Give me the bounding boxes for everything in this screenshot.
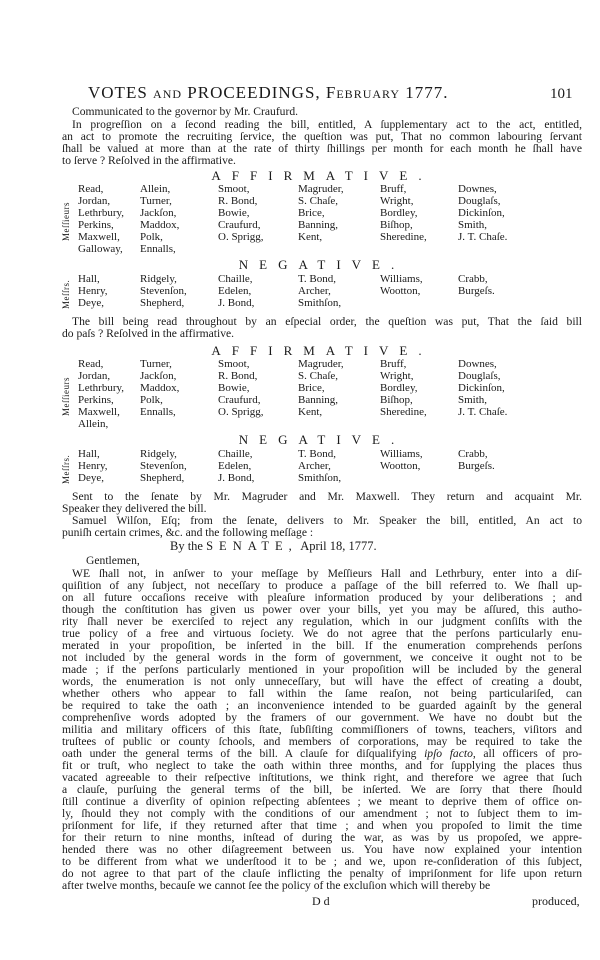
name-column	[140, 183, 179, 255]
member-name: Maddox,	[140, 382, 180, 394]
salutation: Gentlemen,	[86, 554, 140, 567]
paragraph-line: an act to promote the recruiting ſervice, the queſtion was put, That no common labouring ſervant	[62, 131, 582, 143]
negative-list	[62, 273, 582, 309]
name-column	[298, 183, 344, 243]
member-name: Deye,	[78, 297, 104, 309]
paragraph-line: The bill being read throughout by an eſpecial order, the queſtion was put, That the ſaid bill	[72, 316, 582, 328]
member-name: O. Sprigg,	[218, 406, 264, 418]
member-name: Shepherd,	[140, 472, 185, 484]
negative-list	[62, 448, 582, 484]
member-name: Ridgely,	[140, 448, 177, 460]
message-line: hended there was no other diſagreement between us. You have now explained your intention	[62, 844, 582, 856]
message-line: WE ſhall not, in anſwer to your meſſage by Meſſieurs Hall and Lethrbury, enter into a diſ-	[72, 568, 582, 580]
message-line: truſtees of public or county ſchools, and members of corporations, may be required to take the	[62, 736, 582, 748]
name-column	[78, 448, 108, 484]
member-name: Brice,	[298, 382, 325, 394]
member-name: Jackſon,	[140, 370, 177, 382]
member-name: Williams,	[380, 448, 423, 460]
member-name: Brice,	[298, 207, 325, 219]
member-name: Crabb,	[458, 448, 488, 460]
member-name: J. T. Chaſe.	[458, 231, 508, 243]
name-column	[458, 183, 507, 243]
messieurs-label: Meſſieurs	[61, 377, 71, 416]
name-column	[218, 448, 254, 484]
member-name: Ridgely,	[140, 273, 177, 285]
message-line: militia and military officers of this ſtate, ſubſiſting commiſſioners of towns, teachers, viſitors and	[62, 724, 582, 736]
member-name: Polk,	[140, 394, 163, 406]
senate-word: SENATE,	[206, 539, 298, 553]
message-line: do not agree to that part of the clauſe inflicting the penalty of impriſonment for life upon return	[62, 868, 582, 880]
member-name: Bordley,	[380, 207, 418, 219]
affirmative-heading: AFFIRMATIVE.	[211, 168, 433, 183]
member-name: Maxwell,	[78, 231, 120, 243]
name-column	[298, 358, 344, 418]
member-name: S. Chaſe,	[298, 370, 339, 382]
text-fragment: oath under the general terms of the bill. A clauſe for diſqualifying	[62, 748, 425, 760]
member-name: Stevenſon,	[140, 285, 187, 297]
member-name: Hall,	[78, 448, 100, 460]
name-column	[78, 183, 124, 255]
member-name: Wootton,	[380, 460, 421, 472]
member-name: J. T. Chaſe.	[458, 406, 508, 418]
message-line: ſtill continue a diverſity of opinion reſpecting abſentees ; we meant to deprive them of office on-	[62, 796, 582, 808]
message-line: after twelve months, becauſe we cannot ſee the policy of the excluſion which will thereby be	[62, 879, 491, 892]
message-line: though the conſtitution has given us power over your bills, yet you may be aſſured, this autho-	[62, 604, 582, 616]
paragraph-line: Samuel Wilſon, Eſq; from the ſenate, delivers to Mr. Speaker the bill, entitled, An act to	[72, 515, 582, 527]
messrs-label: Meſſrs.	[61, 279, 71, 309]
member-name: Magruder,	[298, 183, 344, 195]
member-name: Biſhop,	[380, 219, 413, 231]
page-number: 101	[550, 86, 573, 102]
member-name: Maxwell,	[78, 406, 120, 418]
member-name: Bowie,	[218, 382, 250, 394]
text-fragment: , all officers of pro-	[472, 748, 582, 760]
member-name: Craufurd,	[218, 394, 261, 406]
message-line: ly, ſhould they not comply with the conditions of our amendment ; not to ſubject them to im-	[62, 808, 582, 820]
member-name: Smoot,	[218, 183, 250, 195]
paragraph-line: do paſs ? Reſolved in the affirmative.	[62, 327, 235, 340]
member-name: Wootton,	[380, 285, 421, 297]
member-name: Douglaſs,	[458, 370, 501, 382]
member-name: Sheredine,	[380, 406, 427, 418]
member-name: Dickinſon,	[458, 207, 505, 219]
member-name: Lethrbury,	[78, 382, 125, 394]
message-line: whether others who appear to fall within the ſame reaſon, not being particulariſed, can	[62, 688, 582, 700]
member-name: Burgeſs.	[458, 285, 495, 297]
message-line: quiſition of any ſubject, not neceſſary to produce a paſſage of the bill referred to. We ſhall up-	[62, 580, 582, 592]
member-name: Edelen,	[218, 285, 252, 297]
name-column	[140, 448, 187, 484]
member-name: Douglaſs,	[458, 195, 501, 207]
member-name: Chaille,	[218, 273, 253, 285]
member-name: Smithſon,	[298, 297, 342, 309]
member-name: Deye,	[78, 472, 104, 484]
member-name: Burgeſs.	[458, 460, 495, 472]
message-line: vacated agreeable to their reſpective inſtitutions, we think right, and therefore we agree that ſuch	[62, 772, 582, 784]
member-name: Biſhop,	[380, 394, 413, 406]
member-name: Henry,	[78, 460, 108, 472]
paragraph-line: to ſerve ? Reſolved in the affirmative.	[62, 154, 236, 167]
paragraph-line: puniſh certain crimes, &c. and the following meſſage :	[62, 526, 314, 539]
member-name: Perkins,	[78, 219, 114, 231]
intro-line: Communicated to the governor by Mr. Craufurd.	[72, 105, 299, 118]
member-name: Turner,	[140, 195, 172, 207]
member-name: Henry,	[78, 285, 108, 297]
member-name: Galloway,	[78, 243, 123, 255]
member-name: Stevenſon,	[140, 460, 187, 472]
negative-heading: NEGATIVE.	[238, 432, 406, 447]
message-line: on all future occaſions receive with pleaſure information produced by your deliberations ; and	[62, 592, 582, 604]
member-name: Wright,	[380, 370, 414, 382]
member-name: R. Bond,	[218, 370, 258, 382]
member-name: Jordan,	[78, 370, 111, 382]
senate-pre: By the	[170, 539, 203, 553]
member-name: Polk,	[140, 231, 163, 243]
member-name: Bordley,	[380, 382, 418, 394]
member-name: Archer,	[298, 285, 331, 297]
name-column	[78, 273, 108, 309]
member-name: Kent,	[298, 231, 323, 243]
messieurs-label: Meſſieurs	[61, 202, 71, 241]
message-line: not included by the general words in the form of government, we conceive it ought not to be	[62, 652, 582, 664]
member-name: Read,	[78, 358, 104, 370]
name-column	[380, 273, 423, 297]
member-name: Ennalls,	[140, 243, 176, 255]
name-column	[218, 183, 264, 243]
member-name: Chaille,	[218, 448, 253, 460]
member-name: Crabb,	[458, 273, 488, 285]
signature-mark: D d	[312, 894, 330, 908]
member-name: Perkins,	[78, 394, 114, 406]
member-name: T. Bond,	[298, 273, 336, 285]
member-name: Magruder,	[298, 358, 344, 370]
name-column	[380, 448, 423, 472]
messrs-label: Meſſrs.	[61, 454, 71, 484]
senate-heading	[170, 540, 377, 553]
negative-heading: NEGATIVE.	[238, 257, 406, 272]
paragraph-line: Speaker they delivered the bill.	[62, 502, 207, 515]
member-name: Turner,	[140, 358, 172, 370]
member-name: J. Bond,	[218, 472, 255, 484]
name-column	[380, 358, 427, 418]
member-name: Craufurd,	[218, 219, 261, 231]
member-name: Hall,	[78, 273, 100, 285]
member-name: Bruff,	[380, 183, 407, 195]
member-name: Jordan,	[78, 195, 111, 207]
member-name: Smithſon,	[298, 472, 342, 484]
name-column	[140, 358, 179, 418]
affirmative-list	[62, 358, 582, 430]
member-name: Archer,	[298, 460, 331, 472]
name-column	[458, 358, 507, 418]
message-line: true policy of a free and virtuous ſociety. We do not agree that the perſons particularly enu-	[62, 628, 582, 640]
affirmative-heading: AFFIRMATIVE.	[211, 343, 433, 358]
name-column	[458, 448, 495, 472]
member-name: Jackſon,	[140, 207, 177, 219]
message-line: merated in your propoſition, be inſerted in the bill. If the enumeration comprehends perſons	[62, 640, 582, 652]
member-name: Lethrbury,	[78, 207, 125, 219]
member-name: O. Sprigg,	[218, 231, 264, 243]
name-column	[140, 273, 187, 309]
member-name: Shepherd,	[140, 297, 185, 309]
member-name: S. Chaſe,	[298, 195, 339, 207]
senate-date: April 18, 1777.	[300, 539, 377, 553]
message-line: made ; if the perſons particularly mentioned in your propoſition will be included by the general	[62, 664, 582, 676]
message-line	[62, 748, 582, 760]
name-column	[380, 183, 427, 243]
name-column	[218, 273, 254, 309]
member-name: Maddox,	[140, 219, 180, 231]
member-name: Kent,	[298, 406, 323, 418]
member-name: Banning,	[298, 394, 339, 406]
member-name: Smoot,	[218, 358, 250, 370]
member-name: Williams,	[380, 273, 423, 285]
paragraph-line: In progreſſion on a ſecond reading the bill, entitled, A ſupplementary act to the act, entitled,	[72, 119, 582, 131]
message-line: for their return to nine months, inſtead of during the war, as was by us propoſed, we appre-	[62, 832, 582, 844]
member-name: Downes,	[458, 358, 497, 370]
affirmative-list	[62, 183, 582, 255]
member-name: Smith,	[458, 219, 488, 231]
name-column	[218, 358, 264, 418]
name-column	[78, 358, 124, 430]
member-name: Ennalls,	[140, 406, 176, 418]
message-line: priſonment for life, if they returned after that time ; and when you propoſed to limit the time	[62, 820, 582, 832]
member-name: Bowie,	[218, 207, 250, 219]
member-name: J. Bond,	[218, 297, 255, 309]
message-line: comprehenſive words adopted by the framers of our government. We have no doubt but the	[62, 712, 582, 724]
italic-phrase: ipſo facto	[424, 748, 473, 760]
running-header: VOTES and PROCEEDINGS, February 1777.	[88, 83, 449, 102]
message-line: words, the enumeration is not only unneceſſary, but will have the effect of creating a doubt,	[62, 676, 582, 688]
member-name: T. Bond,	[298, 448, 336, 460]
catchword: produced,	[532, 894, 580, 908]
member-name: Sheredine,	[380, 231, 427, 243]
message-line: be required to take the oath ; an inconvenience intended to be guarded againſt by the general	[62, 700, 582, 712]
member-name: Banning,	[298, 219, 339, 231]
member-name: Dickinſon,	[458, 382, 505, 394]
message-line: a clauſe, purſuing the general terms of the bill, be inſerted. We are ſorry that there ſhould	[62, 784, 582, 796]
member-name: R. Bond,	[218, 195, 258, 207]
member-name: Bruff,	[380, 358, 407, 370]
member-name: Read,	[78, 183, 104, 195]
paragraph-line: ſhall be valued at more than at the rate of thirty ſhillings per month for each month he ſhall have	[62, 143, 582, 155]
member-name: Edelen,	[218, 460, 252, 472]
member-name: Smith,	[458, 394, 488, 406]
paragraph-line: Sent to the ſenate by Mr. Magruder and Mr. Maxwell. They return and acquaint Mr.	[72, 491, 582, 503]
member-name: Allein,	[78, 418, 109, 430]
member-name: Allein,	[140, 183, 171, 195]
message-line: fit or truſt, who neglect to take the oath within three months, and for ſupplying the places thus	[62, 760, 582, 772]
message-line: to be different from what we underſtood it to be ; and we, upon re-conſideration of this ſubject,	[62, 856, 582, 868]
name-column	[298, 273, 341, 309]
name-column	[298, 448, 341, 484]
member-name: Downes,	[458, 183, 497, 195]
message-line: rity ſhall never be exerciſed to reject any regulation, which in our judgment conſiſts with the	[62, 616, 582, 628]
member-name: Wright,	[380, 195, 414, 207]
name-column	[458, 273, 495, 297]
